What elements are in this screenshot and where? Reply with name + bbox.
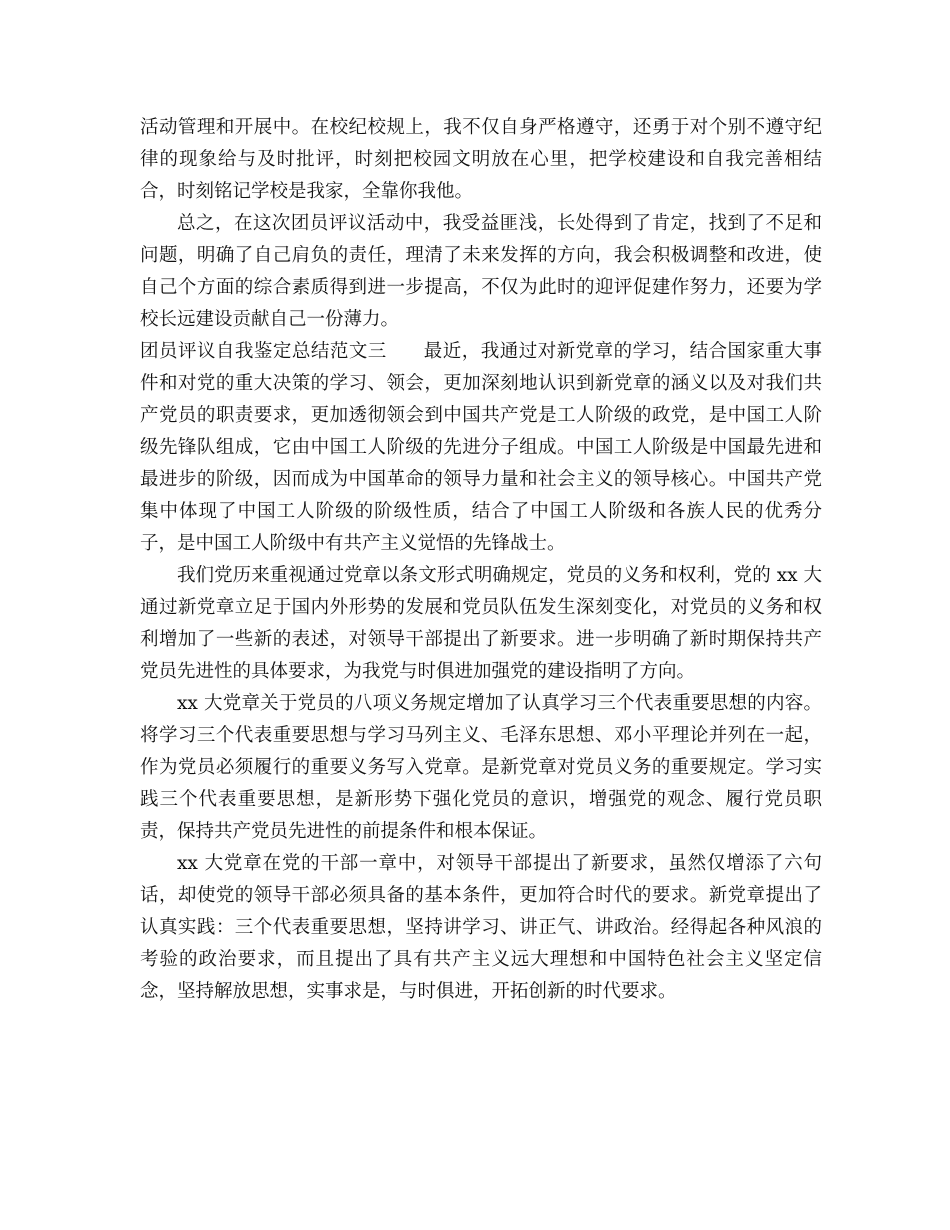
paragraph-leader-requirements: xx 大党章在党的干部一章中，对领导干部提出了新要求，虽然仅增添了六句话，却使党的领导干部必须具备的基本条件，更加符合时代的要求。新党章提出了认真实践：三个代表重要思想，坚持讲学习、讲正气、讲政治。经得起各种风浪的考验的政治要求，而且提出了具有共产主义远大理想和中国特色社会主义坚定信念，坚持解放思想，实事求是，与时俱进，开拓创新的时代要求。 [140, 853, 822, 1002]
paragraph-conclusion: 总之，在这次团员评议活动中，我受益匪浅，长处得到了肯定，找到了不足和问题，明确了自己肩负的责任，理清了未来发挥的方向，我会积极调整和改进，使自己个方面的综合素质得到进一步提高，不仅为此时的迎评促建作努力，还要为学校长远建设贡献自己一份薄力。 [140, 213, 822, 330]
paragraph-section-three [140, 336, 822, 560]
document-page [140, 112, 822, 1008]
paragraph-school-discipline: 活动管理和开展中。在校纪校规上，我不仅自身严格遵守，还勇于对个别不遵守纪律的现象给与及时批评，时刻把校园文明放在心里，把学校建设和自我完善相结合，时刻铭记学校是我家，全靠你我他。 [140, 117, 822, 202]
section-heading: 团员评议自我鉴定总结范文三 [140, 341, 387, 362]
paragraph-party-constitution: 我们党历来重视通过党章以条文形式明确规定，党员的义务和权利，党的 xx 大通过新党章立足于国内外形势的发展和党员队伍发生深刻变化，对党员的义务和权利增加了一些新的表述，对领导干部提出了新要求。进一步明确了新时期保持共产党员先进性的具体要求，为我党与时俱进加强党的建设指明了方向。 [140, 565, 822, 682]
paragraph-member-duties: xx 大党章关于党员的八项义务规定增加了认真学习三个代表重要思想的内容。将学习三个代表重要思想与学习马列主义、毛泽东思想、邓小平理论并列在一起，作为党员必须履行的重要义务写入党章。是新党章对党员义务的重要规定。学习实践三个代表重要思想，是新形势下强化党员的意识，增强党的观念、履行党员职责，保持共产党员先进性的前提条件和根本保证。 [140, 693, 822, 842]
section-first-paragraph: 最近，我通过对新党章的学习，结合国家重大事件和对党的重大决策的学习、领会，更加深刻地认识到新党章的涵义以及对我们共产党员的职责要求，更加透彻领会到中国共产党是工人阶级的政党，是中国工人阶级先锋队组成，它由中国工人阶级的先进分子组成。中国工人阶级是中国最先进和最进步的阶级，因而成为中国革命的领导力量和社会主义的领导核心。中国共产党集中体现了中国工人阶级的阶级性质，结合了中国工人阶级和各族人民的优秀分子，是中国工人阶级中有共产主义觉悟的先锋战士。 [140, 341, 822, 554]
